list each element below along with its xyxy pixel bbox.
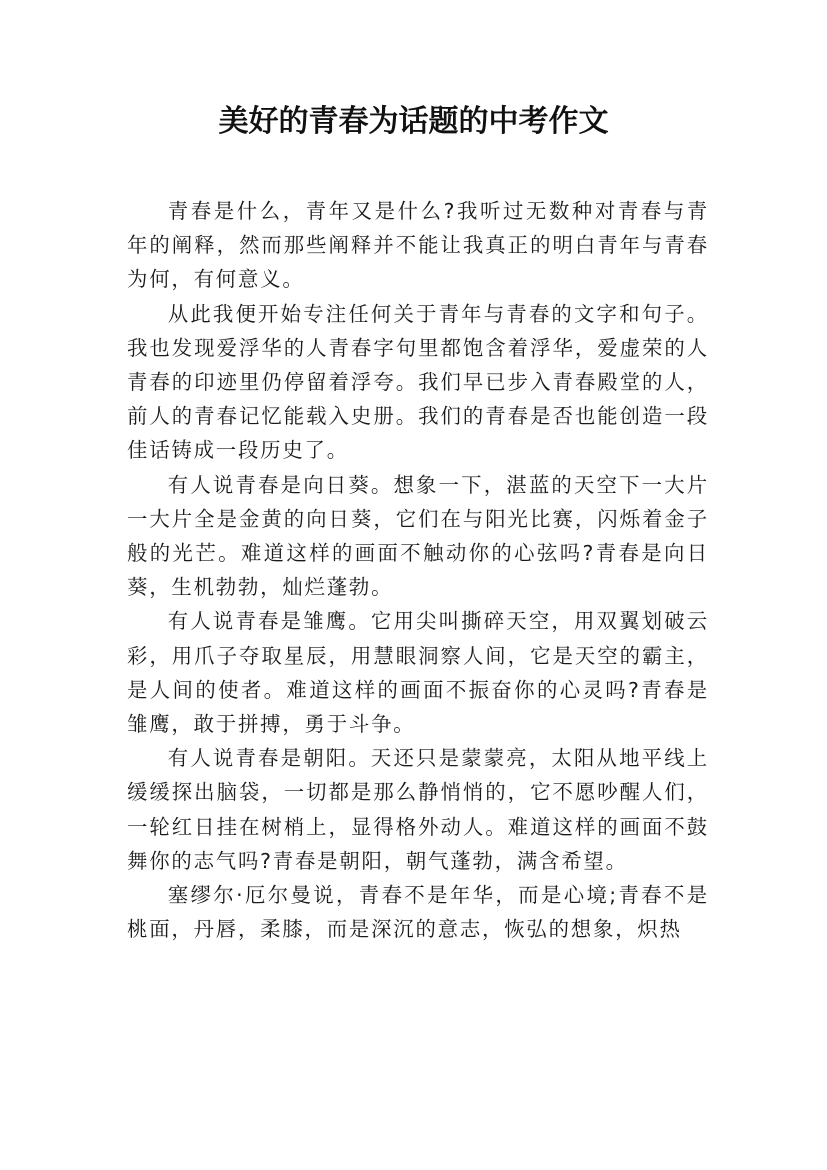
paragraph: 塞缪尔·厄尔曼说，青春不是年华，而是心境;青春不是桃面，丹唇，柔膝，而是深沉的意志，恢弘的想象，炽热 xyxy=(127,883,709,942)
document-title: 美好的青春为话题的中考作文 xyxy=(218,104,609,139)
paragraph: 有人说青春是向日葵。想象一下，湛蓝的天空下一大片一大片全是金黄的向日葵，它们在与阳光比赛，闪烁着金子般的光芒。难道这样的画面不触动你的心弦吗?青春是向日葵，生机勃勃，灿烂蓬勃。 xyxy=(127,472,709,600)
document-body xyxy=(127,194,709,946)
paragraph: 青春是什么，青年又是什么?我听过无数种对青春与青年的阐释，然而那些阐释并不能让我真正的明白青年与青春为何，有何意义。 xyxy=(127,199,709,292)
paragraph: 从此我便开始专注任何关于青年与青春的文字和句子。我也发现爱浮华的人青春字句里都饱含着浮华，爱虚荣的人青春的印迹里仍停留着浮夸。我们早已步入青春殿堂的人，前人的青春记忆能载入史册。我们的青春是否也能创造一段佳话铸成一段历史了。 xyxy=(127,301,709,463)
paragraph: 有人说青春是雏鹰。它用尖叫撕碎天空，用双翼划破云彩，用爪子夺取星辰，用慧眼洞察人间，它是天空的霸主，是人间的使者。难道这样的画面不振奋你的心灵吗?青春是雏鹰，敢于拼搏，勇于斗争。 xyxy=(127,609,709,737)
paragraph: 有人说青春是朝阳。天还只是蒙蒙亮，太阳从地平线上缓缓探出脑袋，一切都是那么静悄悄的，它不愿吵醒人们，一轮红日挂在树梢上，显得格外动人。难道这样的画面不鼓舞你的志气吗?青春是朝阳，朝气蓬勃，满含希望。 xyxy=(127,746,709,873)
